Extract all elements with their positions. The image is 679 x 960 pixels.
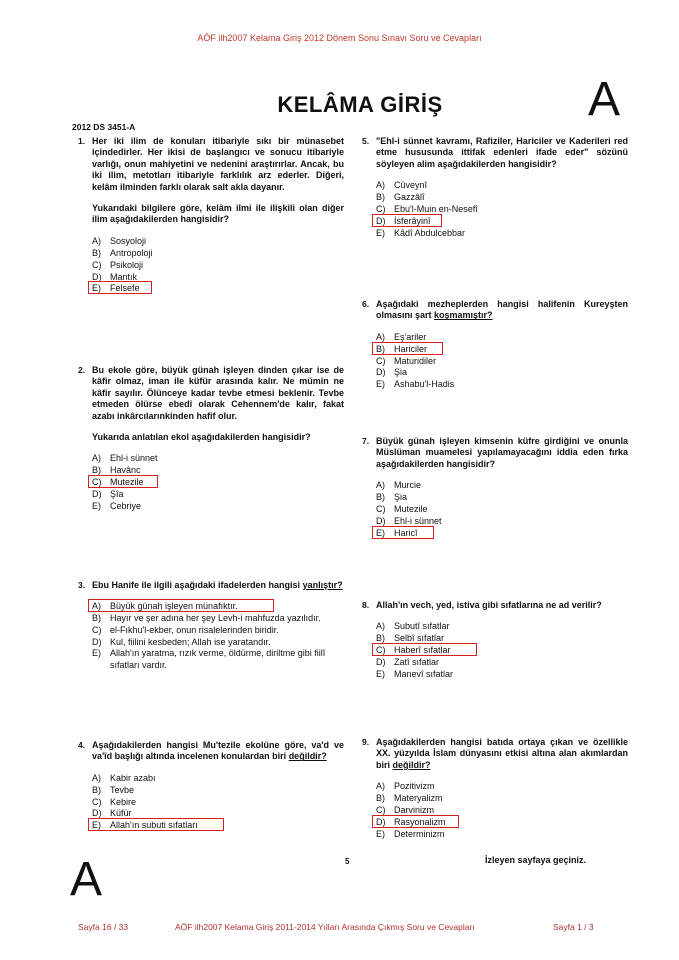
options-list — [376, 332, 628, 391]
option-a[interactable]: A) Kabir azabı — [92, 772, 156, 783]
option-a[interactable]: A) Murcie — [376, 480, 422, 491]
document-header: AÖF ilh2007 Kelama Giriş 2012 Dönem Sonu Sınavı Soru ve Cevapları — [197, 33, 482, 43]
question-2 — [78, 365, 344, 513]
option-b[interactable]: B) Havânc — [92, 465, 141, 476]
answer-highlight-box — [372, 643, 477, 656]
question-number: 3. — [78, 580, 86, 590]
option-b[interactable]: B) Selbî sıfatlar — [376, 633, 445, 644]
footer-right: Sayfa 1 / 3 — [553, 922, 594, 932]
question-text: Aşağıdaki mezheplerden hangisi halifenin Kureyşten olmasını şart koşmamıştır? — [376, 299, 628, 321]
emphasis-underline: değildir? — [392, 759, 431, 770]
footer-center: AÖF ilh2007 Kelama Giriş 2011-2014 Yılları Arasında Çıkmış Soru ve Cevapları — [175, 922, 475, 932]
option-a-correct[interactable]: A) Büyük günah işleyen münafıktır. — [92, 601, 344, 613]
option-b[interactable]: B) Şia — [376, 492, 408, 503]
option-d[interactable]: D) Mantık — [92, 271, 138, 282]
question-prompt: Yukarıda anlatılan ekol aşağıdakilerden hangisidir? — [92, 432, 311, 443]
option-c[interactable]: C) el-Fıkhu'l-ekber, onun risalelerinden biridir. — [92, 624, 279, 635]
question-text: Aşağıdakilerden hangisi batıda ortaya çıkan ve özellikle XX. yüzyılda İslam dünyasını etkisi altına alan akımlardan biri değildir? — [376, 737, 628, 770]
emphasis-underline: yanlıştır? — [302, 580, 343, 590]
option-b-correct[interactable]: B) Hariciler — [376, 344, 628, 356]
option-d[interactable]: D) Zatî sıfatlar — [376, 657, 440, 668]
options-list — [376, 781, 628, 840]
option-c[interactable]: C) Ebu'l-Muin en-Nesefî — [376, 204, 478, 214]
option-d[interactable]: D) Şîa — [92, 489, 124, 500]
question-text: Her iki ilim de konuları itibariyle sıkı bir münasebet içindedirler. Her ikisi de başlangıcı ve sonucu itibariyle varlığı, onun mahiyetini ve nedenini araştırırlar. Ancak, bu iki ilim, metotları itibariyle farklılık arz ederler. Diğeri, kelâm ilminden farklı olarak salt akla dayanır. — [92, 136, 344, 192]
option-b[interactable]: B) Materyalizm — [376, 793, 443, 804]
option-c[interactable]: C) Maturidiler — [376, 355, 437, 366]
question-6 — [362, 299, 628, 391]
question-text: Büyük günah işleyen kimsenin küfre girdiğini ve onunla Müslüman muamelesi yapılamayacağını iddia eden fırka aşağıdakilerden hangisidir? — [376, 436, 628, 469]
answer-highlight-box — [372, 214, 442, 227]
option-a[interactable]: A) Subutî sıfatlar — [376, 621, 450, 632]
options-list — [92, 236, 344, 295]
question-4 — [78, 740, 344, 832]
option-c[interactable]: C) Darvinizm — [376, 805, 435, 815]
question-text: Allah'ın vech, yed, istiva gibi sıfatlarına ne ad verilir? — [376, 600, 602, 610]
option-d[interactable]: D) Ehl-i sünnet — [376, 515, 442, 526]
page-number: 5 — [345, 857, 350, 866]
option-e[interactable]: E) Determinizm — [376, 828, 445, 839]
option-e[interactable]: E) Manevî sıfatlar — [376, 668, 454, 679]
answer-highlight-box — [372, 342, 443, 355]
option-c[interactable]: C) Psikoloji — [92, 259, 144, 270]
question-1 — [78, 136, 344, 295]
option-d[interactable]: D) Kul, fiilini kesbeden; Allah ise yaratandır. — [92, 636, 271, 647]
next-page-note: İzleyen sayfaya geçiniz. — [485, 855, 587, 865]
booklet-letter-top: A — [588, 73, 621, 126]
option-c[interactable]: C) Kebire — [92, 796, 137, 807]
option-c-correct[interactable]: C) Mutezile — [92, 477, 344, 489]
question-9 — [362, 737, 628, 841]
option-e[interactable]: E) Allah'ın yaratma, rızık verme, öldürme, diriltme gibi fiilî sıfatları vardır. — [92, 648, 326, 670]
question-number: 6. — [362, 299, 370, 309]
options-list — [376, 621, 628, 680]
question-number: 7. — [362, 436, 370, 446]
footer-left: Sayfa 16 / 33 — [78, 922, 129, 932]
emphasis-underline: değildir? — [288, 751, 327, 762]
answer-highlight-box — [372, 815, 459, 828]
option-e[interactable]: E) Kâdî Abdulcebbar — [376, 227, 466, 238]
question-text: "Ehl-i sünnet kavramı, Rafiziler, Hariciler ve Kaderileri red etme hususunda ittifak edenleri ifade eder" sözünü söyleyen alim aşağıdakilerden hangisidir? — [376, 136, 628, 169]
question-number: 8. — [362, 600, 370, 610]
question-8 — [362, 600, 628, 681]
option-a[interactable]: A) Cüveynî — [376, 180, 428, 191]
option-d-correct[interactable]: D) Rasyonalizm — [376, 817, 628, 829]
question-number: 4. — [78, 740, 86, 750]
options-list — [92, 773, 344, 832]
option-e-correct[interactable]: E) Allah'ın subuti sıfatları — [92, 820, 344, 832]
options-list — [376, 480, 628, 539]
answer-highlight-box — [88, 818, 224, 831]
answer-highlight-box — [88, 475, 158, 488]
question-text: Aşağıdakilerden hangisi Mu'tezile ekolüne göre, va'd ve va'îd başlığı altında incelenen konulardan biri değildir? — [92, 740, 344, 762]
option-e[interactable]: E) Cebriye — [92, 501, 142, 511]
option-d[interactable]: D) Şia — [376, 367, 408, 378]
option-a[interactable]: A) Sosyoloji — [92, 235, 147, 246]
answer-highlight-box — [372, 526, 434, 539]
question-number: 1. — [78, 136, 86, 146]
option-a[interactable]: A) Pozitivizm — [376, 781, 435, 792]
question-number: 2. — [78, 365, 86, 375]
options-list — [92, 601, 344, 671]
option-b[interactable]: B) Gazzâlî — [376, 192, 425, 203]
question-5 — [362, 136, 628, 240]
option-c[interactable]: C) Mutezile — [376, 504, 428, 514]
question-3 — [78, 580, 344, 671]
question-prompt: Yukarıdaki bilgilere göre, kelâm ilmi ile ilişkili olan diğer ilim aşağıdakilerden hangisidir? — [92, 203, 344, 225]
booklet-letter-bottom: A — [70, 853, 103, 906]
answer-highlight-box — [88, 281, 152, 294]
option-e[interactable]: E) Ashabu'l-Hadis — [376, 379, 455, 390]
question-7 — [362, 436, 628, 540]
options-list — [92, 453, 344, 512]
option-a[interactable]: A) Ehl-i sünnet — [92, 453, 158, 464]
option-b[interactable]: B) Tevbe — [92, 784, 135, 795]
question-number: 5. — [362, 136, 370, 146]
option-d[interactable]: D) Küfür — [92, 808, 132, 819]
option-b[interactable]: B) Hayır ve şer adına her şey Levh-i mahfuzda yazılıdır. — [92, 613, 321, 624]
option-e-correct[interactable]: E) Felsefe — [92, 283, 344, 295]
options-list — [376, 180, 628, 239]
exam-code: 2012 DS 3451-A — [72, 122, 136, 132]
page-title: KELÂMA GİRİŞ — [277, 92, 443, 117]
emphasis-underline: koşmamıştır? — [434, 310, 493, 321]
answer-highlight-box — [88, 599, 274, 612]
question-text: Ebu Hanife ile ilgili aşağıdaki ifadelerden hangisi yanlıştır? — [92, 580, 343, 590]
option-d-correct[interactable]: D) İsferâyinî — [376, 216, 628, 228]
option-e-correct[interactable]: E) Haricî — [376, 528, 628, 540]
option-b[interactable]: B) Antropoloji — [92, 247, 153, 258]
option-c-correct[interactable]: C) Haberî sıfatlar — [376, 645, 628, 657]
option-a[interactable]: A) Eş'ariler — [376, 331, 427, 342]
question-number: 9. — [362, 737, 370, 747]
question-text: Bu ekole göre, büyük günah işleyen dinden çıkar ise de kâfir olmaz, iman ile küfür arasında kalır. Ne mümin ne kâfir sayılır. Ölünceye kadar tevbe etmesi beklenir. Tevbe etmeden ölürse ebedî olarak Cehennem'de kalır, fakat azabı inkârcılarınkinden hafif olur. — [92, 365, 344, 421]
